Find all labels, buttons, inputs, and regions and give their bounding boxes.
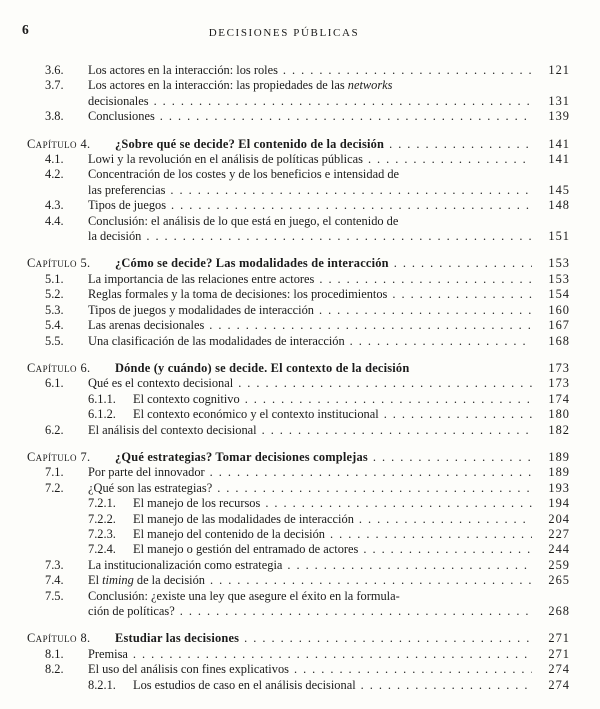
toc-page-ref: 153: [548, 271, 570, 286]
toc-page-ref: 180: [548, 407, 570, 422]
toc-row: [0, 361, 570, 376]
dot-leader: [170, 183, 532, 198]
toc-entry-title: [88, 465, 205, 480]
toc-entry-number: 3.6.: [45, 63, 64, 77]
toc-entry-number: 3.8.: [45, 109, 64, 124]
toc-page-ref: 189: [548, 449, 570, 464]
dot-leader: [361, 678, 532, 693]
dot-leader: [217, 481, 532, 496]
toc-entry-number: 7.2.1.: [88, 496, 116, 511]
dot-leader: [392, 287, 532, 302]
toc-title-segment: Una clasificación de las modalidades de interacción: [88, 333, 345, 348]
toc-entry-title: [88, 94, 149, 109]
toc-entry-number: 3.7.: [45, 78, 64, 93]
toc-entry-title: [88, 303, 314, 318]
toc-page-ref: 189: [548, 465, 570, 480]
toc-entry-number: 7.2.2.: [88, 511, 116, 526]
toc-title-segment: ¿Qué son las estrategias?: [88, 480, 213, 495]
toc-entry-title: [133, 678, 356, 693]
toc-title-segment: La importancia de las relaciones entre actores: [88, 271, 315, 286]
toc-row: [0, 573, 570, 588]
toc-page-ref: 265: [548, 573, 570, 588]
toc-page-ref: 259: [548, 557, 570, 572]
toc-page-ref: 141: [548, 152, 570, 167]
toc-title-segment: Tipos de juegos y modalidades de interacción: [88, 302, 314, 317]
toc-title-segment: El contexto cognitivo: [133, 391, 240, 406]
toc-entry-title: [115, 450, 368, 465]
toc-entry-title: [115, 256, 389, 271]
dot-leader: [384, 407, 532, 422]
dot-leader: [238, 376, 532, 391]
dot-leader: [389, 137, 532, 152]
toc-entry-title: [88, 198, 166, 213]
toc-entry-number: 6.1.: [45, 376, 64, 391]
toc-page-ref: 160: [548, 302, 570, 317]
dot-leader: [171, 198, 532, 213]
toc-entry-title: [88, 183, 165, 198]
running-title: DECISIONES PÚBLICAS: [208, 27, 360, 39]
toc-title-segment: Lowi y la revolución en el análisis de políticas públicas: [88, 152, 363, 167]
toc-row: [0, 152, 570, 167]
toc-row: [0, 527, 570, 542]
toc-row: [0, 604, 570, 619]
toc-entry-title: [115, 137, 384, 152]
toc-title-segment: El contexto económico y el contexto institucional: [133, 407, 379, 422]
toc-entry-title: [133, 496, 260, 511]
toc-page-ref: 244: [548, 542, 570, 557]
toc-title-italic-segment: timing: [102, 573, 134, 588]
dot-leader: [210, 465, 532, 480]
dot-leader: [262, 423, 532, 438]
toc-title-segment: Conclusión: el análisis de lo que está en juego, el contenido de: [88, 213, 399, 228]
toc-page-ref: 139: [548, 109, 570, 124]
toc-entry-title: [133, 512, 354, 527]
toc-entry-number: 4.2.: [45, 167, 64, 182]
toc-title-segment: ción de políticas?: [88, 604, 175, 618]
toc-page-ref: 227: [548, 526, 570, 541]
toc-page-ref: 167: [548, 318, 570, 333]
toc-page-ref: 204: [548, 511, 570, 526]
toc-row: [0, 542, 570, 557]
toc-title-segment: El: [88, 573, 103, 588]
toc-row: [0, 318, 570, 333]
toc-entry-title: [88, 573, 205, 588]
toc-row: [0, 303, 570, 318]
toc-title-segment: la decisión: [88, 229, 142, 244]
toc-entry-title: [88, 647, 128, 662]
toc-page-ref: 193: [548, 480, 570, 495]
toc-entry-title: [88, 558, 282, 573]
toc-page-ref: 121: [548, 63, 570, 77]
toc-entry-number: 7.1.: [45, 465, 64, 480]
toc-entry-title: [133, 392, 240, 407]
dot-leader: [154, 94, 532, 109]
toc-entry-number: 8.2.: [45, 662, 64, 677]
toc-page-ref: 131: [548, 93, 570, 108]
toc-row: [0, 423, 570, 438]
toc-entry-title: [88, 604, 175, 619]
toc-title-segment: Estudiar las decisiones: [115, 631, 240, 646]
toc-row: [0, 465, 570, 480]
toc-entry-number: 4.3.: [45, 198, 64, 213]
toc-entry-number: 5.5.: [45, 333, 64, 348]
toc-entry-title: [88, 589, 400, 604]
toc-entry-title: [115, 631, 239, 646]
toc-row: [0, 450, 570, 465]
toc-title-segment: El manejo o gestión del entramado de actores: [133, 542, 359, 557]
toc-title-segment: Los actores en la interacción: los roles: [88, 63, 278, 77]
toc-row: [0, 272, 570, 287]
toc-entry-title: [88, 229, 141, 244]
toc-row: [0, 167, 570, 182]
dot-leader: [319, 272, 532, 287]
toc-title-segment: El manejo del contenido de la decisión: [133, 526, 325, 541]
toc-entry-title: [88, 287, 387, 302]
toc-title-segment: El manejo de las modalidades de interacción: [133, 511, 354, 526]
toc-title-segment: La institucionalización como estrategia: [88, 557, 283, 572]
toc-title-italic-segment: networks: [347, 78, 393, 93]
toc-title-segment: Dónde (y cuándo) se decide. El contexto de la decisión: [115, 360, 410, 375]
toc-entry-title: [88, 334, 345, 349]
toc-entry-title: [88, 167, 399, 182]
toc-title-segment: Los estudios de caso en el análisis decisional: [133, 677, 356, 692]
toc-page-ref: 154: [548, 287, 570, 302]
toc-title-segment: Reglas formales y la toma de decisiones: los procedimientos: [88, 287, 388, 302]
toc-row: [0, 183, 570, 198]
toc-page-ref: 168: [548, 333, 570, 348]
toc-entry-number: 6.1.1.: [88, 391, 116, 406]
toc-entry-number: 8.1.: [45, 646, 64, 661]
toc-entry-title: [115, 361, 409, 376]
dot-leader: [146, 229, 532, 244]
toc-page-ref: 141: [548, 136, 570, 151]
toc-title-segment: Las arenas decisionales: [88, 318, 205, 333]
toc-title-segment: Los actores en la interacción: las propiedades de las: [88, 78, 348, 93]
toc-page-ref: 274: [548, 662, 570, 677]
toc-title-segment: ¿Sobre qué se decide? El contenido de la decisión: [115, 136, 385, 151]
toc-row: [0, 229, 570, 244]
dot-leader: [294, 662, 532, 677]
toc-row: [0, 647, 570, 662]
toc-entry-number: 7.3.: [45, 557, 64, 572]
toc-title-segment: las preferencias: [88, 182, 166, 197]
toc-title-segment: de la decisión: [133, 573, 206, 588]
dot-leader: [363, 542, 532, 557]
toc-entry-number: Capítulo 6.: [27, 360, 91, 375]
toc-entry-number: 5.1.: [45, 271, 64, 286]
toc-row: [0, 631, 570, 646]
toc-row: [0, 334, 570, 349]
toc: [0, 63, 570, 693]
toc-title-segment: El análisis del contexto decisional: [88, 422, 257, 437]
toc-entry-number: 8.2.1.: [88, 677, 116, 692]
toc-title-segment: Tipos de juegos: [88, 198, 167, 213]
toc-page-ref: 153: [548, 256, 570, 271]
toc-entry-number: 4.4.: [45, 213, 64, 228]
toc-title-segment: decisionales: [88, 93, 149, 108]
toc-entry-number: 5.4.: [45, 318, 64, 333]
toc-page-ref: 194: [548, 496, 570, 511]
toc-title-segment: Por parte del innovador: [88, 465, 205, 480]
toc-entry-title: [88, 376, 233, 391]
toc-page-ref: 173: [548, 376, 570, 391]
toc-entry-title: [88, 423, 257, 438]
toc-page-ref: 145: [548, 182, 570, 197]
toc-title-segment: ¿Cómo se decide? Las modalidades de interacción: [115, 256, 389, 271]
toc-entry-number: 6.1.2.: [88, 407, 116, 422]
toc-page-ref: 151: [548, 229, 570, 244]
toc-page-ref: 182: [548, 422, 570, 437]
toc-row: [0, 94, 570, 109]
dot-leader: [245, 392, 532, 407]
toc-entry-title: [88, 662, 289, 677]
toc-entry-number: 7.5.: [45, 588, 64, 603]
dot-leader: [209, 318, 532, 333]
toc-entry-title: [88, 152, 363, 167]
toc-row: [0, 63, 570, 78]
toc-row: [0, 256, 570, 271]
toc-entry-title: [88, 109, 155, 124]
toc-row: [0, 481, 570, 496]
toc-row: [0, 137, 570, 152]
toc-row: [0, 287, 570, 302]
toc-entry-title: [88, 481, 212, 496]
toc-title-segment: El uso del análisis con fines explicativos: [88, 662, 289, 677]
toc-entry-title: [88, 272, 314, 287]
toc-entry-number: Capítulo 4.: [27, 136, 91, 151]
toc-entry-number: Capítulo 5.: [27, 256, 91, 271]
toc-entry-title: [133, 542, 358, 557]
toc-page-ref: 268: [548, 604, 570, 618]
toc-entry-title: [88, 78, 393, 93]
toc-entry-title: [133, 407, 379, 422]
toc-entry-number: 5.2.: [45, 287, 64, 302]
toc-title-segment: El manejo de los recursos: [133, 496, 261, 511]
toc-page-ref: 271: [548, 631, 570, 646]
dot-leader: [133, 647, 532, 662]
toc-page-ref: 271: [548, 646, 570, 661]
toc-title-segment: ¿Qué estrategias? Tomar decisiones complejas: [115, 449, 368, 464]
dot-leader: [210, 573, 532, 588]
toc-entry-number: 7.4.: [45, 573, 64, 588]
toc-entry-number: 6.2.: [45, 422, 64, 437]
dot-leader: [330, 527, 532, 542]
toc-row: [0, 198, 570, 213]
toc-title-segment: Conclusión: ¿existe una ley que asegure el éxito en la formula-: [88, 588, 400, 603]
toc-entry-number: Capítulo 8.: [27, 631, 91, 646]
toc-entry-title: [133, 527, 325, 542]
toc-entry-title: [88, 318, 204, 333]
toc-entry-number: 7.2.4.: [88, 542, 116, 557]
toc-row: [0, 407, 570, 422]
toc-entry-title: [88, 63, 278, 78]
toc-entry-number: 7.2.3.: [88, 526, 116, 541]
dot-leader: [359, 512, 532, 527]
toc-row: [0, 392, 570, 407]
dot-leader: [350, 334, 532, 349]
toc-row: [0, 496, 570, 511]
toc-entry-title: [88, 214, 398, 229]
toc-row: [0, 78, 570, 93]
toc-row: [0, 662, 570, 677]
dot-leader: [283, 63, 532, 78]
dot-leader: [160, 109, 532, 124]
toc-entry-number: 7.2.: [45, 480, 64, 495]
toc-title-segment: Premisa: [88, 646, 128, 661]
toc-row: [0, 214, 570, 229]
dot-leader: [287, 558, 532, 573]
toc-row: [0, 558, 570, 573]
toc-row: [0, 589, 570, 604]
dot-leader: [368, 152, 532, 167]
toc-row: [0, 376, 570, 391]
dot-leader: [244, 631, 532, 646]
toc-entry-number: 4.1.: [45, 152, 64, 167]
toc-page-ref: 274: [548, 677, 570, 692]
dot-leader: [319, 303, 532, 318]
toc-page-ref: 174: [548, 391, 570, 406]
toc-title-segment: Concentración de los costes y de los beneficios e intensidad de: [88, 167, 400, 182]
toc-page-ref: 173: [548, 360, 570, 375]
dot-leader: [373, 450, 532, 465]
dot-leader: [394, 256, 532, 271]
dot-leader: [265, 496, 532, 511]
toc-page-ref: 148: [548, 198, 570, 213]
toc-title-segment: Conclusiones: [88, 109, 155, 124]
toc-title-segment: Qué es el contexto decisional: [88, 376, 234, 391]
page-number: 6: [22, 22, 30, 37]
toc-row: [0, 512, 570, 527]
toc-entry-number: Capítulo 7.: [27, 449, 91, 464]
toc-row: [0, 678, 570, 693]
toc-entry-number: 5.3.: [45, 302, 64, 317]
dot-leader: [180, 604, 532, 619]
toc-row: [0, 109, 570, 124]
